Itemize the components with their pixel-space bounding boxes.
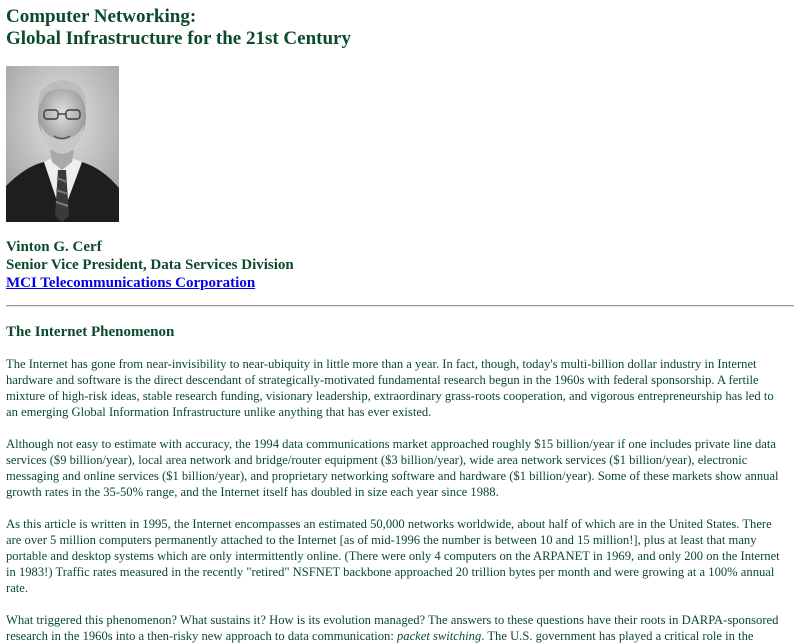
author-position: Senior Vice President, Data Services Division: [6, 257, 294, 273]
paragraph-1: The Internet has gone from near-invisibility to near-ubiquity in little more than a year. In fact, though, today's multi-billion dollar industry in Internet hardware and software is the direct descendant of strategically-motivated fundamental research begun in the 1960s with federal sponsorship. A fertile mixture of high-risk ideas, stable research funding, visionary leadership, extraordinary grass-roots cooperation, and vigorous entrepreneurship has led to an emerging Global Information Infrastructure unlike anything that has ever existed.: [6, 357, 774, 419]
horizontal-rule: [6, 305, 794, 307]
article-page: [6, 6, 788, 644]
paragraph-2: Although not easy to estimate with accuracy, the 1994 data communications market approached roughly $15 billion/year if one includes private line data services ($9 billion/year), local area network and bridge/router equipment ($3 billion/year), wide area network services ($1 billion/year), electronic messaging and online services ($1 billion/year), and proprietary networking software and hardware ($1 billion/year). Some of these markets show annual growth rates in the 35-50% range, and the Internet itself has doubled in size each year since 1988.: [6, 437, 779, 499]
paragraph-4-emphasis: packet switching: [396, 629, 482, 643]
author-byline: [6, 238, 788, 292]
page-title: [6, 6, 788, 50]
section-heading: The Internet Phenomenon: [6, 324, 175, 340]
paragraph-4-text-after: . The U.S. government has played a critical role in the: [481, 629, 754, 643]
paragraph-4-text-before: What triggered this phenomenon? What sustains it? How is its evolution managed? The answers to these questions have their roots in DARPA-sponsored research in the 1960s into a then-risky new approach to data communication:: [6, 613, 779, 643]
paragraph-4: [6, 612, 786, 644]
company-link[interactable]: MCI Telecommunications Corporation: [6, 275, 256, 291]
title-line-1: Computer Networking:: [6, 6, 197, 27]
author-name: Vinton G. Cerf: [6, 239, 102, 255]
title-line-2: Global Infrastructure for the 21st Century: [6, 28, 351, 49]
author-portrait: [6, 66, 119, 222]
paragraph-3: As this article is written in 1995, the Internet encompasses an estimated 50,000 networks worldwide, about half of which are in the United States. There are over 5 million computers permanently attached to the Internet [as of mid-1996 the number is between 10 and 15 million!], plus at least that many portable and desktop systems which are only intermittently online. (There were only 4 computers on the ARPANET in 1969, and only 200 on the Internet in 1983!) Traffic rates measured in the recently "retired" NSFNET backbone approached 20 trillion bytes per month and were growing at a 100% annual rate.: [6, 517, 780, 595]
